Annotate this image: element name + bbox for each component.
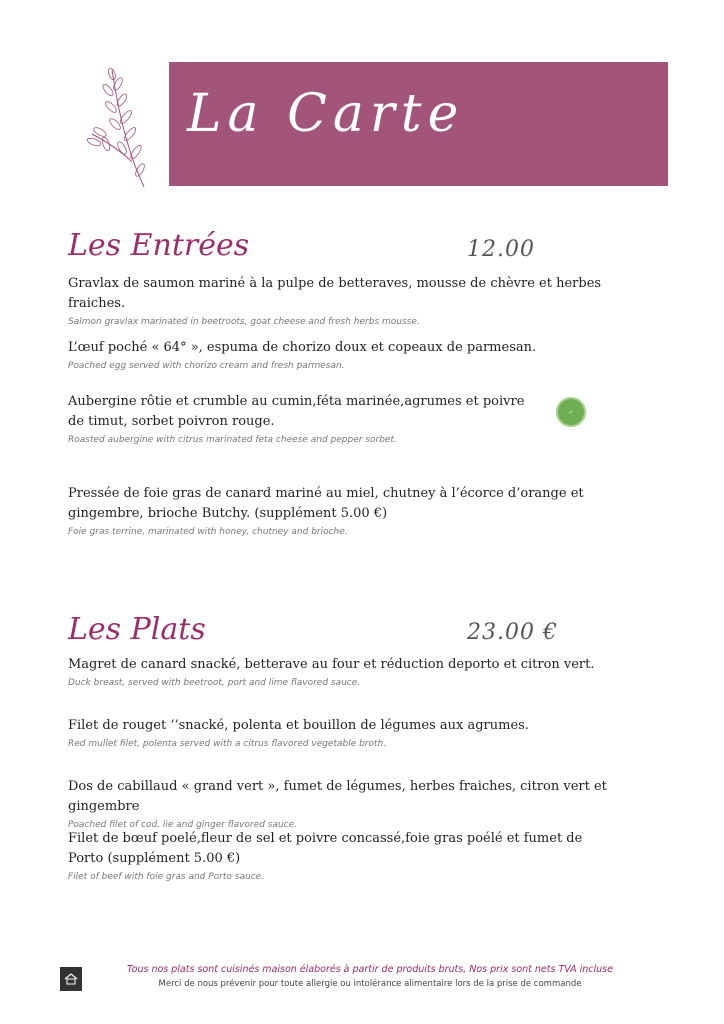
- dish-item: [68, 338, 628, 373]
- dish-name-fr: L’œuf poché « 64° », espuma de chorizo doux et copeaux de parmesan.: [68, 340, 537, 355]
- dish-item: [68, 392, 538, 447]
- footer-allergy-note: Merci de nous prévenir pour toute allergie ou intolérance alimentaire lors de la prise de commande: [158, 979, 582, 989]
- dish-name-fr: Aubergine rôtie et crumble au cumin,féta marinée,agrumes et poivre de timut, sorbet poivron rouge.: [68, 394, 525, 429]
- footer-notice: Tous nos plats sont cuisinés maison élaborés à partir de produits bruts, Nos prix sont nets TVA incluse: [127, 964, 613, 975]
- vegetarian-badge-icon: ✓: [556, 397, 586, 427]
- dish-name-en: Roasted aubergine with citrus marinated feta cheese and pepper sorbet.: [68, 435, 397, 445]
- dish-name-en: Poached egg served with chorizo cream and fresh parmesan.: [68, 361, 345, 371]
- plats-price: 23.00 €: [467, 620, 558, 645]
- title-banner: [169, 62, 668, 186]
- dish-name-fr: Filet de rouget ‘’snacké, polenta et bouillon de légumes aux agrumes.: [68, 718, 529, 733]
- dish-name-en: Red mullet filet, polenta served with a citrus flavored vegetable broth.: [68, 739, 387, 749]
- dish-name-fr: Filet de bœuf poelé,fleur de sel et poivre concassé,foie gras poélé et fumet de Porto (supplément 5.00 €): [68, 831, 583, 866]
- dish-name-fr: Pressée de foie gras de canard mariné au miel, chutney à l’écorce d’orange et gingembre, brioche Butchy. (supplément 5.00 €): [68, 486, 584, 521]
- dish-item: [68, 655, 628, 690]
- entrees-price: 12.00: [467, 237, 535, 262]
- lavender-branch-icon: [82, 62, 162, 192]
- dish-item: [68, 274, 628, 329]
- dish-name-en: Duck breast, served with beetroot, port and lime flavored sauce.: [68, 678, 361, 688]
- dish-name-en: Foie gras terrine, marinated with honey, chutney and brioche.: [68, 527, 348, 537]
- dish-name-en: Filet of beef with foie gras and Porto sauce.: [68, 872, 265, 882]
- dish-name-fr: Gravlax de saumon mariné à la pulpe de betteraves, mousse de chèvre et herbes fraiches.: [68, 276, 602, 311]
- dish-name-en: Poached filet of cod, lie and ginger flavored sauce.: [68, 820, 298, 830]
- dish-item: [68, 484, 613, 539]
- page-title: La Carte: [187, 84, 465, 144]
- restaurant-logo-icon: [60, 967, 82, 991]
- dish-item: [68, 716, 628, 751]
- dish-item: [68, 829, 613, 884]
- dish-item: [68, 777, 648, 832]
- plats-title: Les Plats: [68, 612, 206, 647]
- dish-name-fr: Dos de cabillaud « grand vert », fumet de légumes, herbes fraiches, citron vert et gingembre: [68, 779, 607, 814]
- dish-name-en: Salmon gravlax marinated in beetroots, goat cheese and fresh herbs mousse.: [68, 317, 420, 327]
- dish-name-fr: Magret de canard snacké, betterave au four et réduction deporto et citron vert.: [68, 657, 595, 672]
- entrees-title: Les Entrées: [68, 228, 250, 263]
